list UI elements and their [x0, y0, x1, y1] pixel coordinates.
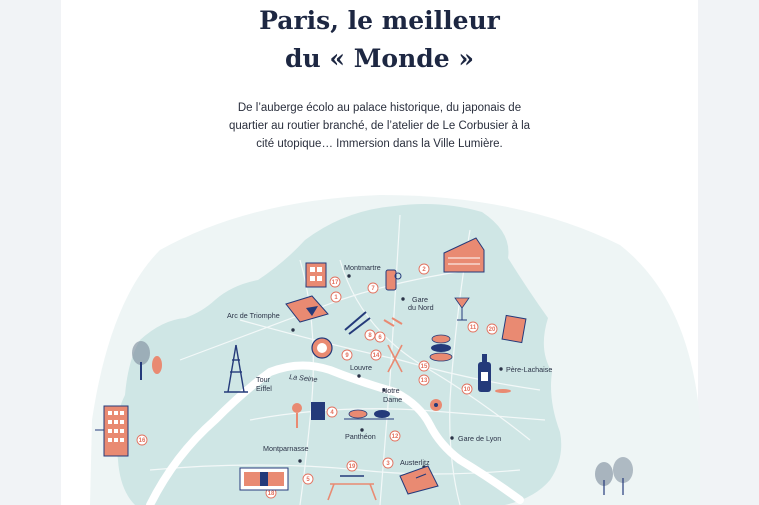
svg-text:15: 15 — [420, 364, 428, 371]
marker-15[interactable] — [419, 361, 429, 371]
label-montmartre: Montmartre — [344, 263, 381, 272]
marker-7[interactable] — [368, 283, 378, 293]
tent-icon — [240, 468, 288, 490]
marker-16[interactable] — [137, 435, 147, 445]
label-austerlitz: Austerlitz — [400, 458, 430, 467]
marker-4[interactable] — [327, 407, 337, 417]
svg-text:5: 5 — [306, 477, 310, 484]
label-notre-dame: Notre Dame — [382, 386, 403, 404]
label-tour-eiffel: Tour Eiffel — [256, 375, 272, 393]
svg-text:6: 6 — [378, 335, 382, 342]
svg-text:1: 1 — [334, 295, 338, 302]
label-gare-de-lyon: Gare de Lyon — [458, 434, 502, 443]
marker-3[interactable] — [383, 458, 393, 468]
svg-text:4: 4 — [330, 410, 334, 417]
plate-icon — [312, 338, 332, 358]
svg-text:14: 14 — [372, 353, 380, 360]
marker-11[interactable] — [468, 322, 478, 332]
marker-8[interactable] — [365, 330, 375, 340]
svg-text:3: 3 — [386, 461, 390, 468]
title-line-2: du « Monde » — [285, 44, 474, 73]
svg-text:17: 17 — [331, 280, 339, 287]
marker-6[interactable] — [375, 332, 385, 342]
label-montparnasse: Montparnasse — [263, 444, 309, 453]
building-icon — [306, 263, 326, 287]
marker-14[interactable] — [371, 350, 381, 360]
flower-dish-icon — [430, 399, 442, 411]
label-arc-de-triomphe: Arc de Triomphe — [227, 311, 280, 320]
article-intro: De l’auberge écolo au palace historique, du japonais de quartier au routier branché, de l’atelier de Le Corbusier à la cité utopique… Immersion dans la Ville Lumière. — [228, 102, 531, 150]
book-icon — [502, 315, 526, 342]
svg-text:18: 18 — [267, 491, 275, 498]
label-seine: La Seine — [288, 372, 318, 384]
marker-10[interactable] — [462, 384, 472, 394]
label-pantheon: Panthéon — [345, 432, 376, 441]
svg-text:8: 8 — [368, 333, 372, 340]
svg-text:16: 16 — [138, 438, 146, 445]
bowls-icon — [430, 335, 452, 361]
svg-text:2: 2 — [422, 267, 426, 274]
marker-1[interactable] — [331, 292, 341, 302]
marker-2[interactable] — [419, 264, 429, 274]
label-pere-lachaise: Père-Lachaise — [506, 365, 553, 374]
svg-text:11: 11 — [469, 325, 477, 332]
marker-9[interactable] — [342, 350, 352, 360]
marker-17[interactable] — [330, 277, 340, 287]
svg-text:12: 12 — [391, 434, 399, 441]
marker-20[interactable] — [487, 324, 497, 334]
svg-text:13: 13 — [420, 378, 428, 385]
svg-text:10: 10 — [463, 387, 471, 394]
label-gare-du-nord: Gare du Nord — [408, 295, 434, 312]
svg-text:7: 7 — [371, 286, 375, 293]
marker-19[interactable] — [347, 461, 357, 471]
svg-text:9: 9 — [345, 353, 349, 360]
svg-text:20: 20 — [488, 327, 496, 334]
marker-12[interactable] — [390, 431, 400, 441]
label-louvre: Louvre — [350, 363, 372, 372]
svg-text:19: 19 — [348, 464, 356, 471]
marker-5[interactable] — [303, 474, 313, 484]
marker-13[interactable] — [419, 375, 429, 385]
title-line-1: Paris, le meilleur — [259, 6, 500, 35]
